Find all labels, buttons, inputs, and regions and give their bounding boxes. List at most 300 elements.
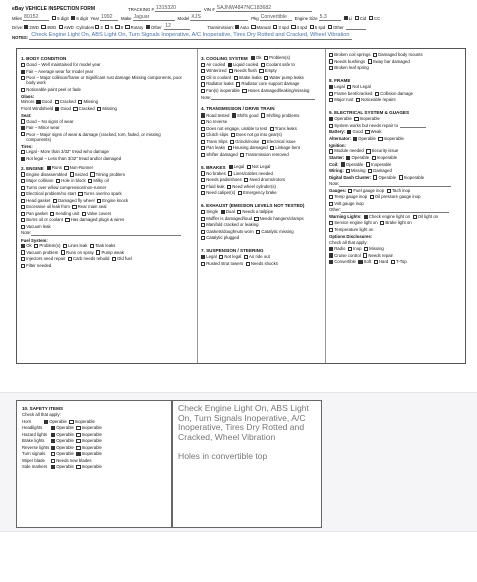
- sway-bar-checkbox[interactable]: [368, 59, 372, 63]
- emergency-brake-checkbox[interactable]: [238, 191, 242, 195]
- fly-wheel-checkbox[interactable]: [53, 199, 57, 203]
- radio-missing-checkbox[interactable]: [364, 247, 368, 251]
- shifting-problems-label: Shifting problems: [266, 112, 300, 118]
- sending-unit-checkbox[interactable]: [50, 212, 54, 216]
- seat-good-checkbox[interactable]: [21, 119, 25, 123]
- horn-operable-label: Operable: [49, 418, 67, 424]
- mirrors-missing-label: Missing: [83, 99, 99, 105]
- turn-signals-operable-checkbox[interactable]: [51, 452, 55, 456]
- module-needed-label: Module needed: [334, 148, 364, 154]
- cruise-label: Cruise control: [334, 252, 361, 258]
- dash-operable-checkbox[interactable]: [373, 175, 377, 179]
- body-mounts-checkbox[interactable]: [373, 53, 377, 57]
- body-mounts-label: Damaged body mounts: [378, 52, 423, 57]
- electrical-note-field[interactable]: [339, 183, 451, 187]
- model-field[interactable]: XJS: [190, 14, 248, 21]
- headlights-operable-checkbox[interactable]: [51, 426, 55, 430]
- hole-in-block-checkbox[interactable]: [56, 179, 60, 183]
- wiring-damaged-label: Damaged: [373, 168, 392, 174]
- battery-good-label: Good: [352, 129, 363, 135]
- coil-operable-checkbox[interactable]: [341, 162, 345, 166]
- coil-inoperable-checkbox[interactable]: [366, 162, 370, 166]
- engine-size-label: Engine Size: [294, 16, 318, 22]
- needs-shocks-label: Needs shocks: [250, 260, 278, 266]
- make-field[interactable]: Jaguar: [133, 14, 175, 21]
- cruise-checkbox[interactable]: [329, 253, 333, 257]
- coil-inoperable-label: Inoperable: [371, 161, 392, 167]
- clutch-slips-label: Clutch slips: [206, 132, 229, 138]
- cid-checkbox[interactable]: [355, 16, 359, 20]
- mirrors-cracked-checkbox[interactable]: [55, 100, 59, 104]
- suspension-legal-checkbox[interactable]: [201, 255, 205, 259]
- summary-issues-text: Check Engine Light On, ABS Light On, Turn Signals Inoperative, A/C Inoperative, Tires Dry Rotted and Cracked, Wheel Vibration: [178, 403, 309, 443]
- soft-top-checkbox[interactable]: [358, 260, 362, 264]
- shifts-good-label: Shifts good: [237, 112, 259, 118]
- cyl-4-checkbox[interactable]: [95, 25, 99, 29]
- runs-on-spray-checkbox[interactable]: [61, 250, 65, 254]
- glass-label: Glass:: [21, 94, 35, 100]
- air-cooled-checkbox[interactable]: [201, 63, 205, 67]
- reverse-operable-checkbox[interactable]: [51, 446, 55, 450]
- suspension-not-legal-checkbox[interactable]: [219, 255, 223, 259]
- brakes-title: 5. BRAKES: [201, 164, 226, 170]
- ignition-label: Ignition:: [329, 143, 346, 149]
- electrical-no-start-label: Electrical problem/no start: [26, 191, 76, 197]
- brake-lights-inoperable-label: Inoperable: [81, 438, 102, 444]
- fuel-problem-checkbox[interactable]: [34, 244, 38, 248]
- gauges-other-label: Other:: [329, 207, 341, 213]
- reverse-inoperable-checkbox[interactable]: [76, 446, 80, 450]
- old-fuel-label: Old fuel: [117, 256, 132, 262]
- needs-flush-checkbox[interactable]: [229, 69, 233, 73]
- fuel-ok-label: Ok: [26, 243, 32, 249]
- rear-main-seal-checkbox[interactable]: [72, 205, 76, 209]
- cyl-other-checkbox[interactable]: [146, 25, 150, 29]
- windshield-missing-checkbox[interactable]: [97, 107, 101, 111]
- damaged-plugs-checkbox[interactable]: [65, 218, 69, 222]
- trans-slips-checkbox[interactable]: [201, 140, 205, 144]
- hangers-checkbox[interactable]: [254, 217, 258, 221]
- trans-4spd-checkbox[interactable]: [291, 25, 295, 29]
- column-divider-2: [325, 49, 326, 363]
- cyl-4-label: 4: [100, 25, 103, 31]
- needs-flush-label: Needs flush: [234, 68, 257, 74]
- cid-label: Cid: [359, 16, 367, 22]
- model-label: Model: [177, 16, 190, 22]
- does-not-engage-label: Does not engage, unable to test: [206, 125, 268, 131]
- engine-disassembled-checkbox[interactable]: [21, 172, 25, 176]
- cooling-problem-checkbox[interactable]: [264, 56, 268, 60]
- six-digit-checkbox[interactable]: [71, 16, 75, 20]
- shifts-good-checkbox[interactable]: [232, 113, 236, 117]
- starter-operable-checkbox[interactable]: [346, 156, 350, 160]
- safety-title: 10. SAFETY ITEMS: [22, 406, 64, 411]
- air-ride-checkbox[interactable]: [244, 255, 248, 259]
- cooling-note-label: Note:: [201, 94, 212, 100]
- windshield-label: Front Windshield: [21, 105, 54, 111]
- coil-springs-checkbox[interactable]: [329, 53, 333, 57]
- radiator-core-label: Radiator core support damage: [241, 81, 300, 87]
- old-fuel-checkbox[interactable]: [112, 257, 116, 261]
- trans-other-field[interactable]: [346, 26, 366, 30]
- vacuum-leak-checkbox[interactable]: [21, 225, 25, 229]
- sending-unit-label: Sending unit: [55, 210, 80, 216]
- brake-lines-label: Lines/cables needed: [233, 170, 273, 176]
- battery-good-checkbox[interactable]: [347, 130, 351, 134]
- wiring-missing-checkbox[interactable]: [346, 169, 350, 173]
- turn-signals-inoperable-checkbox[interactable]: [76, 452, 80, 456]
- tank-leaks-label: Tank leaks: [95, 243, 116, 249]
- clutch-slips-checkbox[interactable]: [201, 133, 205, 137]
- grinds-noise-checkbox[interactable]: [230, 140, 234, 144]
- cyl-6-label: 6: [110, 25, 113, 31]
- brakes-not-legal-checkbox[interactable]: [247, 165, 251, 169]
- timing-problem-label: Timing problem: [95, 171, 126, 177]
- linkage-bent-checkbox[interactable]: [270, 146, 274, 150]
- pump-weak-checkbox[interactable]: [96, 250, 100, 254]
- tailpipe-label: Needs a tailpipe: [242, 209, 274, 215]
- liter-checkbox[interactable]: [344, 16, 348, 20]
- oil-in-coolant-checkbox[interactable]: [201, 76, 205, 80]
- tires-not-legal-label: Not legal – Less than 3/32" tread and/or damaged: [26, 155, 122, 161]
- oil-light-checkbox[interactable]: [413, 215, 417, 219]
- wiper-blades-checkbox[interactable]: [51, 459, 55, 463]
- seat-poor-checkbox[interactable]: [21, 132, 25, 136]
- filter-needed-checkbox[interactable]: [21, 264, 25, 268]
- cc-checkbox[interactable]: [369, 16, 373, 20]
- tracking-field[interactable]: 1315320: [155, 5, 201, 12]
- shifting-problems-checkbox[interactable]: [261, 113, 265, 117]
- engine-knock-label: Engine knock: [102, 197, 129, 203]
- milky-oil-checkbox[interactable]: [88, 179, 92, 183]
- notes-label: NOTES:: [12, 34, 29, 40]
- does-not-engage-checkbox[interactable]: [201, 127, 205, 131]
- calipers-label: Need caliper(s): [206, 190, 236, 196]
- engine-seized-checkbox[interactable]: [70, 172, 74, 176]
- manifold-label: Manifold cracked or leaking: [206, 222, 259, 228]
- major-rust-checkbox[interactable]: [329, 98, 333, 102]
- security-issue-checkbox[interactable]: [366, 149, 370, 153]
- burns-oil-label: Burns oil or coolant: [26, 217, 63, 223]
- wiring-damaged-checkbox[interactable]: [368, 169, 372, 173]
- timing-problem-checkbox[interactable]: [90, 172, 94, 176]
- hazard-inoperable-checkbox[interactable]: [76, 433, 80, 437]
- water-pump-checkbox[interactable]: [264, 76, 268, 80]
- temp-gauge-checkbox[interactable]: [329, 195, 333, 199]
- radiator-core-checkbox[interactable]: [236, 82, 240, 86]
- convertible-checkbox[interactable]: [329, 260, 333, 264]
- alternator-inoperable-checkbox[interactable]: [378, 137, 382, 141]
- frame-not-legal-checkbox[interactable]: [347, 85, 351, 89]
- engine-non-runner-checkbox[interactable]: [64, 166, 68, 170]
- hoses-damaged-checkbox[interactable]: [242, 89, 246, 93]
- hole-in-block-label: Hole in block: [61, 178, 86, 184]
- runs-on-spray-label: Runs on spray: [66, 249, 94, 255]
- brakes-legal-label: Legal: [233, 163, 245, 169]
- valve-covers-checkbox[interactable]: [82, 212, 86, 216]
- soft-top-label: Soft: [363, 259, 372, 265]
- catalytic-plugged-checkbox[interactable]: [201, 236, 205, 240]
- leaf-spring-checkbox[interactable]: [329, 66, 333, 70]
- pan-gasket-checkbox[interactable]: [21, 212, 25, 216]
- oil-pressure-checkbox[interactable]: [370, 195, 374, 199]
- no-spark-checkbox[interactable]: [78, 192, 82, 196]
- reverse-lights-label: Reverse lights: [22, 444, 50, 450]
- drive-2wd-checkbox[interactable]: [24, 25, 28, 29]
- battery-label: Battery:: [329, 129, 346, 135]
- calipers-checkbox[interactable]: [201, 191, 205, 195]
- gauges-label: Gauges:: [329, 187, 347, 193]
- battery-weak-checkbox[interactable]: [365, 130, 369, 134]
- trans-other-checkbox[interactable]: [328, 25, 332, 29]
- notes-field[interactable]: Check Engine Light On, ABS Light On, Turn Signals Inoperative, A/C Inoperative, Tires Dry Rotted and Cracked, Wheel Vibration: [31, 32, 350, 38]
- head-gasket-checkbox[interactable]: [21, 199, 25, 203]
- body-fair-checkbox[interactable]: [21, 70, 25, 74]
- winterized-checkbox[interactable]: [201, 69, 205, 73]
- trans-leaks-checkbox[interactable]: [270, 127, 274, 131]
- coolant-empty-label: Empty: [264, 68, 277, 74]
- body-poor-label: Poor – Major collision/frame or Significant rust damage Missing components, poor body work: [26, 75, 182, 86]
- drive-4wd-checkbox[interactable]: [41, 25, 45, 29]
- housing-damaged-label: Housing damaged: [232, 145, 268, 151]
- hazard-operable-label: Operable: [56, 431, 74, 437]
- dash-inoperable-checkbox[interactable]: [399, 175, 403, 179]
- frame-title: 8. FRAME: [329, 78, 351, 83]
- tank-leaks-checkbox[interactable]: [90, 244, 94, 248]
- five-digit-checkbox[interactable]: [52, 16, 56, 20]
- low-compression-label: Turns over w/low compression/non-runner: [26, 184, 107, 190]
- hard-top-checkbox[interactable]: [374, 260, 378, 264]
- liquid-cooled-label: Liquid cooled: [232, 61, 259, 67]
- coolant-safe-checkbox[interactable]: [261, 63, 265, 67]
- vacuum-leak-label: Vacuum leak: [26, 223, 51, 229]
- starter-inoperable-checkbox[interactable]: [372, 156, 376, 160]
- brake-lines-checkbox[interactable]: [228, 171, 232, 175]
- oil-leak-label: Excessive oil leak from: [26, 204, 70, 210]
- hazard-operable-checkbox[interactable]: [51, 433, 55, 437]
- headlights-inoperable-checkbox[interactable]: [76, 426, 80, 430]
- bushings-checkbox[interactable]: [329, 59, 333, 63]
- oil-leak-checkbox[interactable]: [21, 205, 25, 209]
- module-needed-checkbox[interactable]: [329, 149, 333, 153]
- volt-gauge-label: Volt gauge inop: [334, 200, 364, 206]
- major-collision-checkbox[interactable]: [21, 179, 25, 183]
- body-condition-title: 1. BODY CONDITION: [21, 56, 67, 61]
- trans-5spd-label: 5 spd: [314, 25, 326, 31]
- muffler-checkbox[interactable]: [201, 217, 205, 221]
- manifold-checkbox[interactable]: [201, 223, 205, 227]
- injectors-label: Injectors need repair: [26, 256, 66, 262]
- turn-signals-inoperable-label: Inoperable: [81, 451, 102, 457]
- engine-size-field[interactable]: 5.3: [319, 14, 341, 21]
- tires-legal-checkbox[interactable]: [21, 150, 25, 154]
- trans-manual-checkbox[interactable]: [251, 25, 255, 29]
- cooling-ok-checkbox[interactable]: [251, 56, 255, 60]
- trans-pan-leaks-checkbox[interactable]: [201, 146, 205, 150]
- column-frame-electrical: [329, 53, 463, 267]
- horn-inoperable-checkbox[interactable]: [69, 420, 73, 424]
- trans-3spd-checkbox[interactable]: [273, 25, 277, 29]
- no-brakes-label: No brakes: [206, 170, 226, 176]
- windshield-cracked-checkbox[interactable]: [73, 107, 77, 111]
- side-markers-inoperable-checkbox[interactable]: [76, 465, 80, 469]
- cyl-other-label: Other: [150, 25, 162, 31]
- engine-knock-checkbox[interactable]: [97, 199, 101, 203]
- housing-damaged-checkbox[interactable]: [228, 146, 232, 150]
- starter-operable-label: Operable: [351, 155, 370, 160]
- drive-2wd-label: 2WD: [29, 25, 39, 31]
- tailpipe-checkbox[interactable]: [237, 210, 241, 214]
- body-poor-checkbox[interactable]: [21, 76, 25, 80]
- brakes-legal-checkbox[interactable]: [229, 165, 233, 169]
- cooling-ok-label: Ok: [255, 55, 262, 61]
- grinds-noise-label: Grinds/noise: [235, 138, 260, 144]
- cyl-6-checkbox[interactable]: [105, 25, 109, 29]
- column-body-engine: [21, 53, 193, 270]
- electrical-operable-checkbox[interactable]: [329, 117, 333, 121]
- trans-removed-checkbox[interactable]: [240, 153, 244, 157]
- windshield-good-checkbox[interactable]: [55, 107, 59, 111]
- horn-operable-checkbox[interactable]: [44, 420, 48, 424]
- road-tested-checkbox[interactable]: [201, 113, 205, 117]
- service-engine-checkbox[interactable]: [329, 221, 333, 225]
- side-markers-operable-checkbox[interactable]: [51, 465, 55, 469]
- year-label: Year: [90, 16, 100, 22]
- tach-checkbox[interactable]: [387, 189, 391, 193]
- liquid-cooled-checkbox[interactable]: [228, 63, 232, 67]
- pkg-field[interactable]: Convertible: [260, 14, 292, 21]
- fluid-leak-checkbox[interactable]: [201, 185, 205, 189]
- frame-bent-checkbox[interactable]: [329, 92, 333, 96]
- gauges-other-field[interactable]: [341, 209, 449, 213]
- check-engine-checkbox[interactable]: [364, 215, 368, 219]
- column-divider-1: [197, 49, 198, 363]
- wiring-missing-label: Missing: [350, 168, 366, 174]
- frame-legal-checkbox[interactable]: [329, 85, 333, 89]
- check-engine-label: Check engine light on: [368, 213, 411, 219]
- engine-runs-checkbox[interactable]: [47, 166, 51, 170]
- filter-needed-label: Filter needed: [26, 262, 52, 268]
- brake-lights-inoperable-checkbox[interactable]: [76, 439, 80, 443]
- no-spark-label: Turns over/no spark: [83, 191, 122, 197]
- alternator-operable-checkbox[interactable]: [353, 137, 357, 141]
- hoses-damaged-label: Hoses damaged/leaking/missing: [247, 88, 310, 93]
- brake-light-checkbox[interactable]: [380, 221, 384, 225]
- no-reverse-label: No reverse: [206, 119, 228, 125]
- mirrors-missing-checkbox[interactable]: [78, 100, 82, 104]
- temperature-light-checkbox[interactable]: [329, 228, 333, 232]
- radiator-leaks-checkbox[interactable]: [201, 82, 205, 86]
- wiper-blades-sub-label: Needs new blades: [56, 457, 92, 463]
- catalytic-missing-checkbox[interactable]: [256, 230, 260, 234]
- cyl-8-checkbox[interactable]: [115, 25, 119, 29]
- needs-repair-field[interactable]: [400, 124, 426, 128]
- wheel-cylinder-checkbox[interactable]: [227, 185, 231, 189]
- cyl-8-label: 8: [120, 25, 123, 31]
- hangers-label: Needs hangers/clamps: [259, 215, 304, 221]
- alternator-operable-label: Operable: [358, 135, 376, 141]
- suspension-not-legal-label: Not legal: [224, 254, 242, 260]
- collision-damage-checkbox[interactable]: [375, 92, 379, 96]
- paint-peel-checkbox[interactable]: [21, 88, 25, 92]
- fans-inoperable-checkbox[interactable]: [201, 89, 205, 93]
- engine-note-field[interactable]: [31, 232, 181, 236]
- brake-lights-operable-label: Operable: [56, 438, 74, 444]
- rusted-strut-checkbox[interactable]: [201, 262, 205, 266]
- trans-5spd-checkbox[interactable]: [310, 25, 314, 29]
- needs-repair-checkbox[interactable]: [329, 124, 333, 128]
- trans-electrical-checkbox[interactable]: [262, 140, 266, 144]
- body-good-checkbox[interactable]: [21, 63, 25, 67]
- lines-leak-label: Lines leak: [68, 243, 88, 249]
- exhaust-dual-checkbox[interactable]: [221, 210, 225, 214]
- mirrors-good-checkbox[interactable]: [36, 100, 40, 104]
- vin-field[interactable]: SAJNW4847NC183682: [216, 5, 312, 12]
- tires-legal-label: Legal - More than 3/32" tread w/no damage: [26, 149, 109, 155]
- noticeable-repairs-checkbox[interactable]: [356, 98, 360, 102]
- lines-leak-checkbox[interactable]: [63, 244, 67, 248]
- gaskets-checkbox[interactable]: [201, 230, 205, 234]
- radio-checkbox[interactable]: [329, 247, 333, 251]
- drums-rotors-checkbox[interactable]: [244, 178, 248, 182]
- low-compression-checkbox[interactable]: [21, 186, 25, 190]
- brake-lights-operable-checkbox[interactable]: [51, 439, 55, 443]
- t-top-checkbox[interactable]: [391, 260, 395, 264]
- collision-damage-label: Collision damage: [380, 90, 414, 96]
- five-digit-label: 5 digit: [57, 16, 69, 22]
- cyl-rotary-checkbox[interactable]: [125, 25, 129, 29]
- form-title: eBay VEHICLE INSPECTION FORM: [12, 6, 96, 13]
- drive-awd-checkbox[interactable]: [59, 25, 63, 29]
- pkg-label: Pkg: [251, 16, 259, 22]
- burns-oil-checkbox[interactable]: [21, 218, 25, 222]
- pads-shoes-checkbox[interactable]: [201, 178, 205, 182]
- no-reverse-checkbox[interactable]: [201, 120, 205, 124]
- cooling-note-field[interactable]: [211, 96, 315, 100]
- no-brakes-checkbox[interactable]: [201, 171, 205, 175]
- carb-rebuild-checkbox[interactable]: [68, 257, 72, 261]
- needs-shocks-checkbox[interactable]: [246, 262, 250, 266]
- electrical-inoperable-checkbox[interactable]: [354, 117, 358, 121]
- volt-gauge-checkbox[interactable]: [329, 202, 333, 206]
- radio-inop-checkbox[interactable]: [348, 247, 352, 251]
- electrical-no-start-checkbox[interactable]: [21, 192, 25, 196]
- miles-field[interactable]: 80152: [23, 14, 49, 21]
- rear-main-seal-label: Rear main seal: [77, 204, 107, 210]
- no-gear-checkbox[interactable]: [231, 133, 235, 137]
- pump-weak-label: Pump weak: [101, 249, 124, 255]
- fuel-gauge-checkbox[interactable]: [348, 189, 352, 193]
- shifter-damaged-checkbox[interactable]: [201, 153, 205, 157]
- trans-auto-checkbox[interactable]: [235, 25, 239, 29]
- summary-notes-box[interactable]: [172, 400, 322, 528]
- emergency-brake-label: Emergency brake: [243, 190, 277, 196]
- injectors-checkbox[interactable]: [21, 257, 25, 261]
- bushings-label: Needs bushings: [334, 58, 366, 64]
- exhaust-single-checkbox[interactable]: [201, 210, 205, 214]
- tires-not-legal-checkbox[interactable]: [21, 157, 25, 161]
- coolant-empty-checkbox[interactable]: [259, 69, 263, 73]
- cyl-other-field[interactable]: 12: [164, 23, 190, 30]
- summary-top-text: Holes in convertible top: [178, 450, 268, 461]
- trans-manual-label: Manual: [256, 25, 271, 31]
- fuel-ok-checkbox[interactable]: [21, 244, 25, 248]
- cruise-repair-checkbox[interactable]: [363, 253, 367, 257]
- seat-fair-checkbox[interactable]: [21, 126, 25, 130]
- intake-leaks-checkbox[interactable]: [234, 76, 238, 80]
- year-field[interactable]: 1992: [100, 14, 118, 21]
- vacuum-problem-checkbox[interactable]: [21, 250, 25, 254]
